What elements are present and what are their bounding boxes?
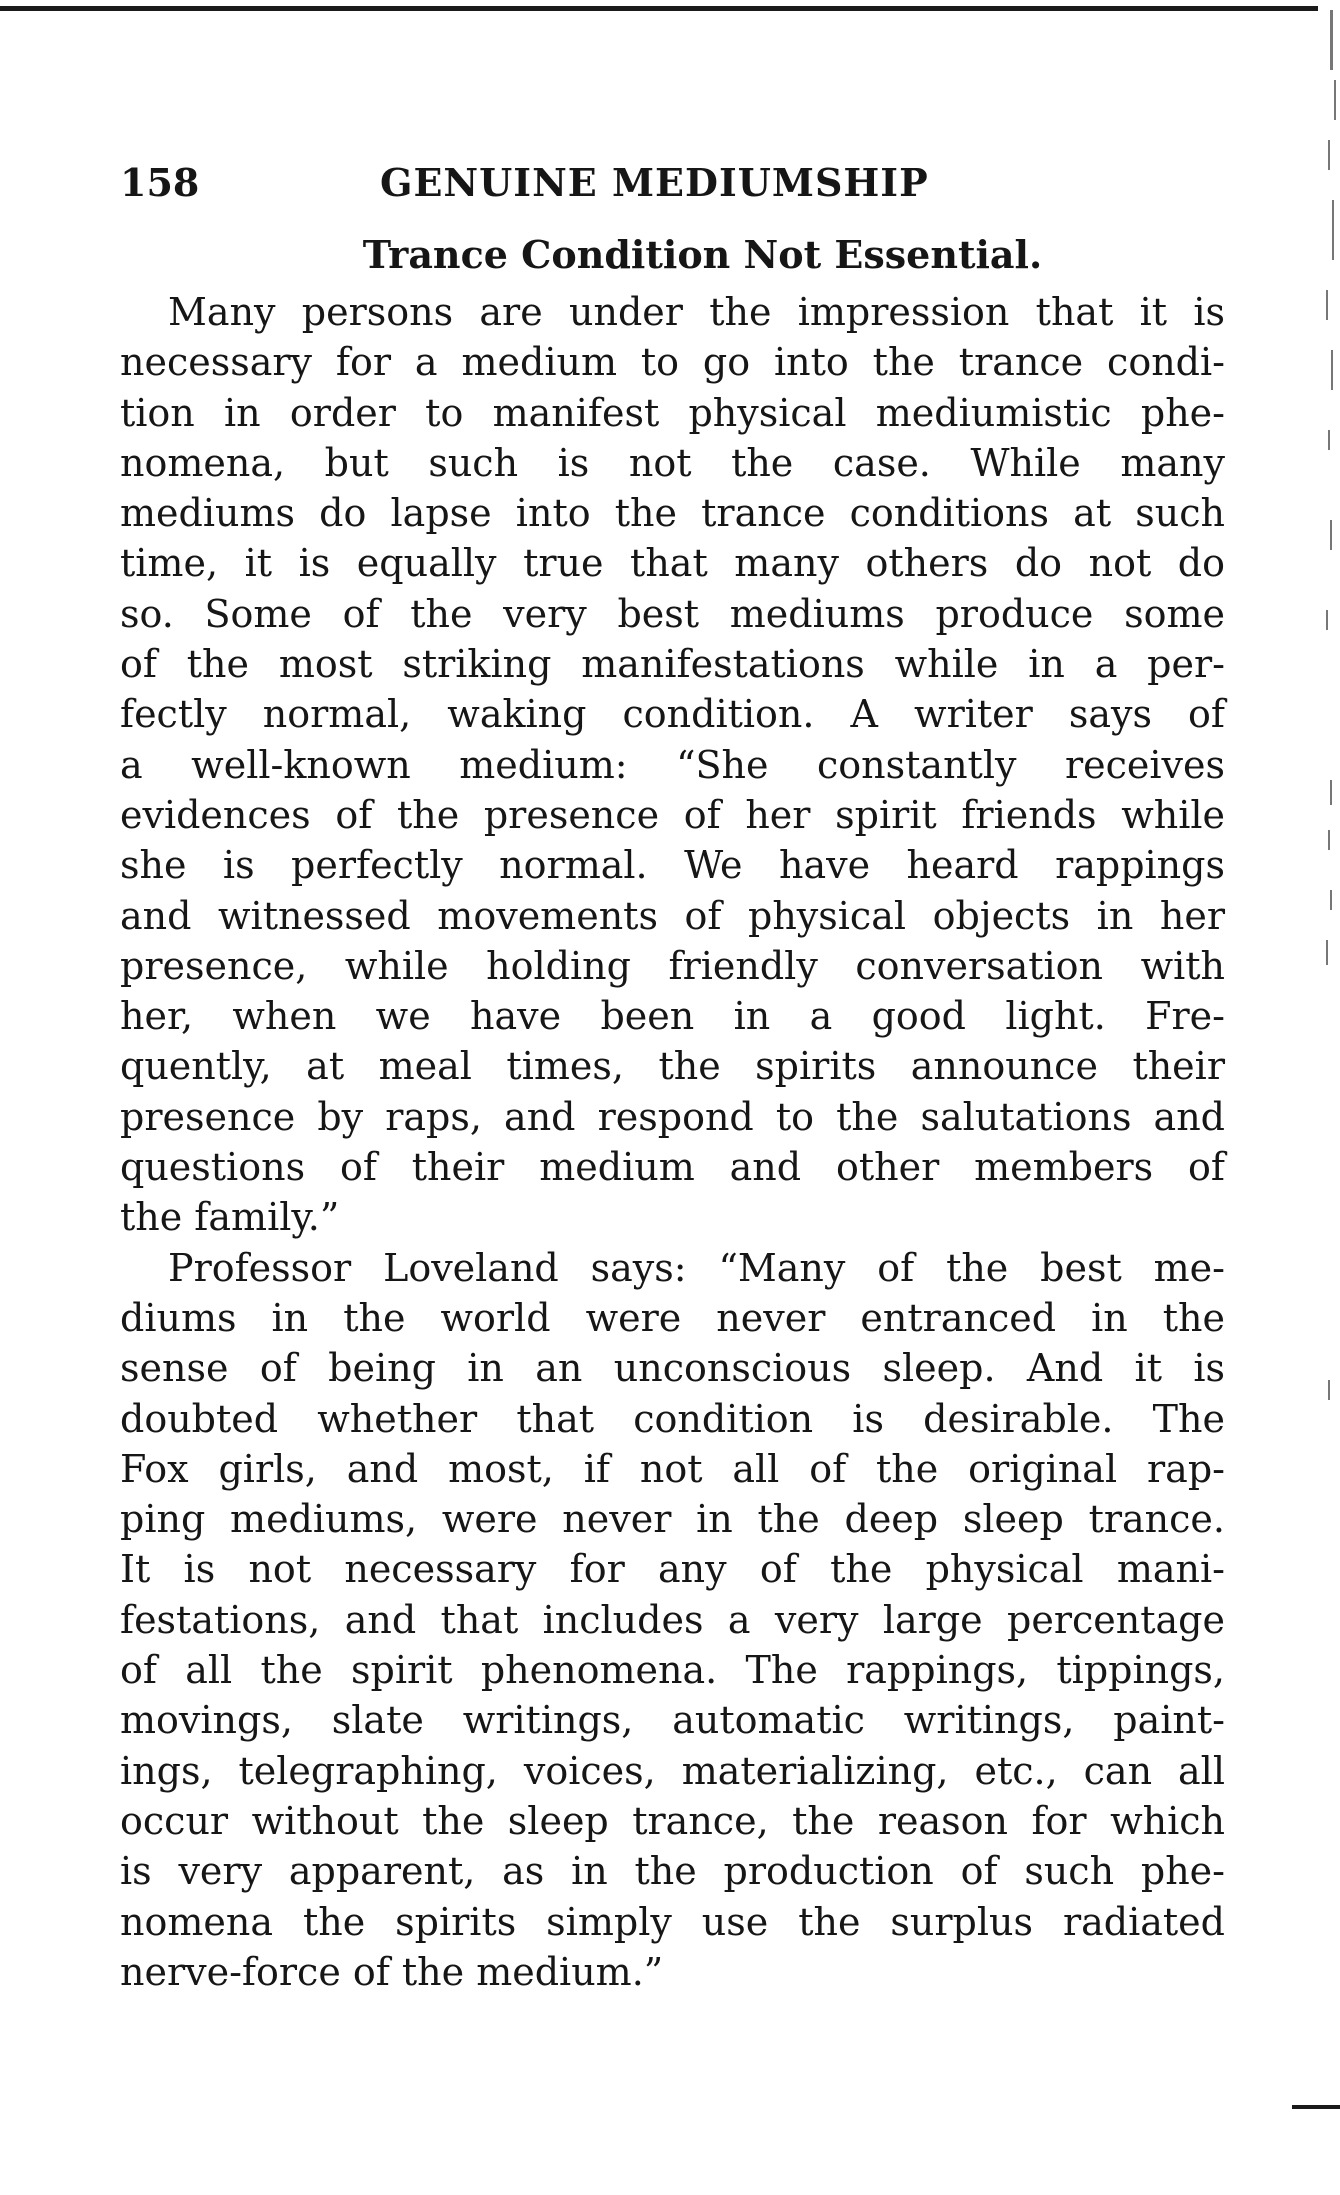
text-line: mediums do lapse into the trance conditions at such: [120, 491, 1225, 536]
text-line: diums in the world were never entranced in the: [120, 1295, 1225, 1340]
text-line: fectly normal, waking condition. A writer says of: [120, 692, 1225, 737]
text-line: movings, slate writings, automatic writings, paint-: [120, 1698, 1225, 1743]
text-line: questions of their medium and other members of: [120, 1145, 1225, 1190]
text-line: time, it is equally true that many others do not do: [120, 541, 1225, 586]
text-line: so. Some of the very best mediums produce some: [120, 591, 1225, 636]
text-line: is very apparent, as in the production of such phe-: [120, 1849, 1225, 1894]
text-line: the family.”: [120, 1195, 340, 1240]
text-line: evidences of the presence of her spirit friends while: [120, 792, 1225, 837]
text-line: ping mediums, were never in the deep sleep trance.: [120, 1497, 1225, 1542]
book-page: [120, 160, 1225, 1997]
running-head: [120, 160, 1225, 218]
section-heading: Trance Condition Not Essential.: [362, 232, 1043, 277]
text-line: occur without the sleep trance, the reason for which: [120, 1798, 1225, 1843]
text-line: tion in order to manifest physical mediumistic phe-: [120, 390, 1225, 435]
text-line: and witnessed movements of physical objects in her: [120, 893, 1225, 938]
text-line: nomena, but such is not the case. While many: [120, 440, 1225, 485]
text-line: presence by raps, and respond to the salutations and: [120, 1094, 1225, 1139]
text-line: of all the spirit phenomena. The rappings, tippings,: [120, 1648, 1225, 1693]
paragraph-2: [120, 1243, 1225, 1997]
running-title: GENUINE MEDIUMSHIP: [380, 160, 929, 205]
text-line: ings, telegraphing, voices, materializing, etc., can all: [120, 1748, 1225, 1793]
top-rule: [0, 6, 1318, 11]
bottom-edge-mark: [1292, 2105, 1340, 2109]
page-edge-specks: [1316, 0, 1340, 2195]
text-line: presence, while holding friendly conversation with: [120, 943, 1225, 988]
text-line: Many persons are under the impression that it is: [168, 290, 1225, 334]
text-line: nomena the spirits simply use the surplus radiated: [120, 1899, 1225, 1944]
paragraph-1: [120, 287, 1225, 1243]
text-line: Fox girls, and most, if not all of the original rap-: [120, 1446, 1225, 1491]
text-line: necessary for a medium to go into the trance condi-: [120, 340, 1225, 385]
page-number: 158: [120, 160, 200, 205]
text-line: doubted whether that condition is desirable. The: [120, 1396, 1225, 1441]
text-line: quently, at meal times, the spirits announce their: [120, 1044, 1225, 1089]
text-line: her, when we have been in a good light. Fre-: [120, 994, 1225, 1039]
text-line: sense of being in an unconscious sleep. And it is: [120, 1346, 1225, 1391]
text-line: festations, and that includes a very large percentage: [120, 1597, 1225, 1642]
text-line: Professor Loveland says: “Many of the best me-: [168, 1245, 1225, 1290]
text-line: a well-known medium: “She constantly receives: [120, 742, 1225, 787]
text-line: of the most striking manifestations while in a per-: [120, 642, 1225, 687]
text-line: It is not necessary for any of the physical mani-: [120, 1547, 1225, 1592]
text-line: nerve-force of the medium.”: [120, 1949, 664, 1994]
text-line: she is perfectly normal. We have heard rappings: [120, 843, 1225, 888]
